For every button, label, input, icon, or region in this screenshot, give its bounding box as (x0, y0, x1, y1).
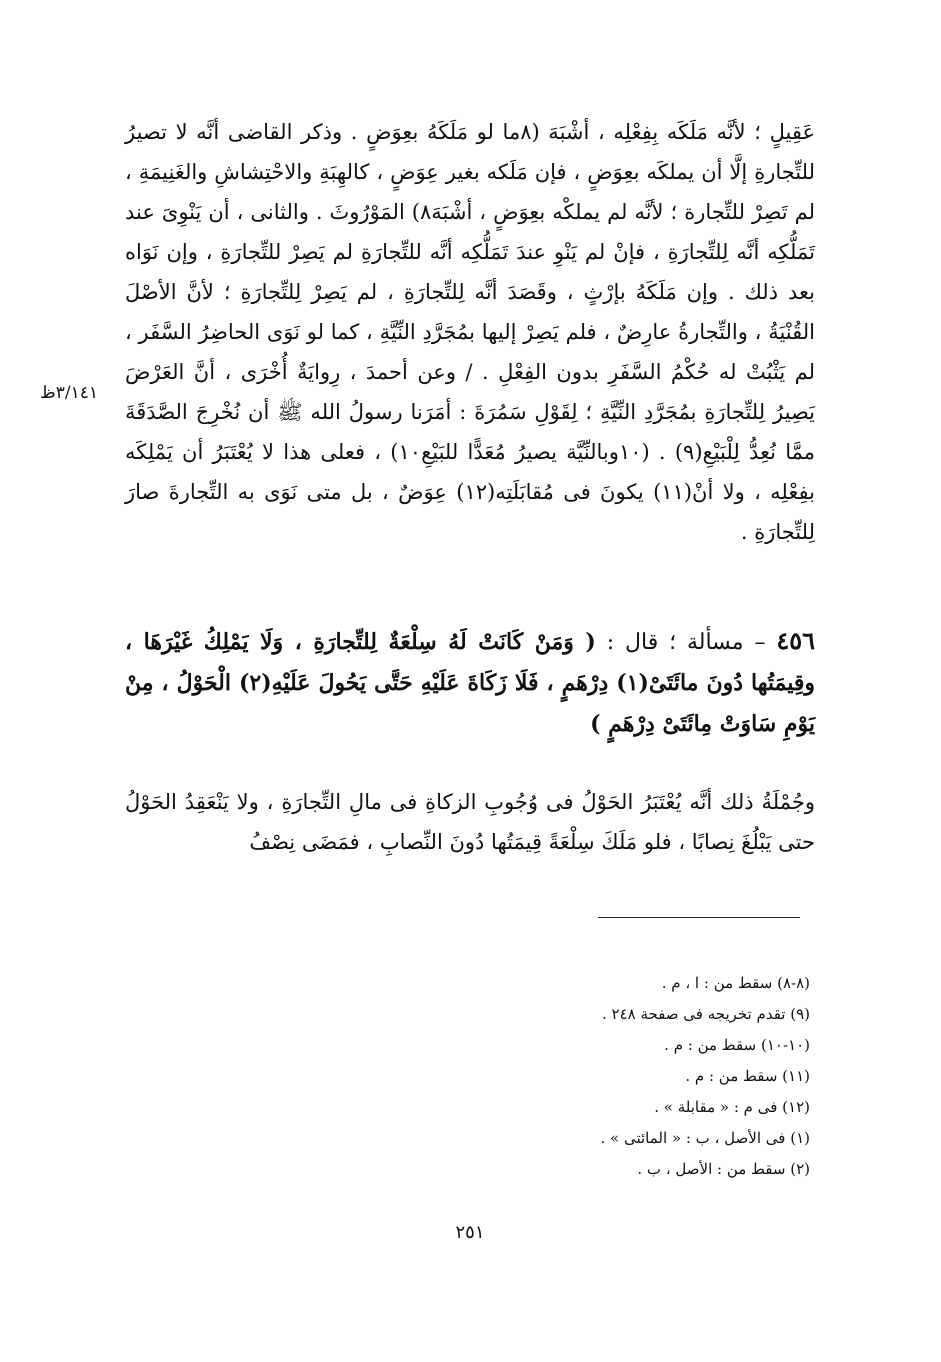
masalah-text: ( وَمَنْ كَانَتْ لَهُ سِلْعَةٌ لِلتِّجارَةِ ، وَلَا يَمْلِكُ غَيْرَهَا ، وقِيمَتُها دُونَ مائَتَىْ(١) دِرْهَمٍ ، فَلَا زَكَاةَ عَلَيْهِ حَتَّى يَحُولَ عَلَيْهِ(٢) الْحَوْلُ ، مِنْ يَوْمِ سَاوَتْ مِائَتَىْ دِرْهَمٍ ) (125, 629, 816, 737)
footnote-item: (٢) سقط من : الأصل ، ب . (637, 1160, 810, 1178)
footnote-item: (١٢) فى م : « مقابلة » . (654, 1098, 810, 1116)
main-paragraph: عَقِيلٍ ؛ لأنَّه مَلَكَه بِفِعْلِه ، أشْبَهَ (٨ما لو مَلَكَهُ بعِوَضٍ . وذكر القاضى أنَّه لا تصيرُ للتِّجارةِ إلَّا أن يملكَه بعِوَضٍ ، فإن مَلَكه بغير عِوَضٍ ، كالهِبَةِ والاحْتِشاشِ والغَنِيمَةِ ، لم تَصِرْ للتِّجارة ؛ لأنَّه لم يملكْه بعِوَضٍ ، أشْبَهَ٨) المَوْرُوثَ . والثانى ، أن يَنْوِىَ عند تَمَلُّكِه أنَّه لِلتِّجارَةِ ، فإنْ لم يَنْوِ عندَ تَمَلُّكِه أنَّه للتِّجارَةِ لم يَصِرْ للتِّجارَةِ ، وإن نَوَاه بعد ذلك . وإن مَلَكَهُ بإرْثٍ ، وقَصَدَ أنَّه لِلتِّجارَةِ ، لم يَصِرْ لِلتِّجارَةِ ؛ لأنَّ الأصْلَ القُنْيَةُ ، والتِّجارةُ عارِضٌ ، فلم يَصِرْ إليها بمُجَرَّدِ النِّيَّةِ ، كما لو نَوَى الحاضِرُ السَّفَر ، لم يَثْبُتْ له حُكْمُ السَّفَرِ بدون الفِعْلِ . / وعن أحمدَ ، رِوايَةٌ أُخْرَى ، أنَّ العَرْضَ يَصِيرُ لِلتِّجارَةِ بمُجَرَّدِ النِّيَّةِ ؛ لِقَوْلِ سَمُرَةَ : أمَرَنا رسولُ الله ﷺ أن نُخْرِجَ الصَّدَقَةَ ممَّا نُعِدُّ لِلْبَيْعِ(٩) . (١٠وبالنِّيَّة يصيرُ مُعَدًّا للبَيْعِ١٠) ، فعلى هذا لا يُعْتَبَرُ أن يَمْلِكَه بفِعْلِه ، ولا أنْ(١١) يكونَ فى مُقابَلَتِه(١٢) عِوَضٌ ، بل متى نَوَى به التِّجارةَ صارَ لِلتِّجارَةِ . (125, 120, 815, 544)
masalah-block (125, 620, 815, 745)
footnotes-list (430, 968, 810, 1185)
footnote-item: (٨-٨) سقط من : ا ، م . (661, 974, 810, 992)
footnote-item: (١٠-١٠) سقط من : م . (664, 1036, 810, 1054)
footnote-item: (٩) تقدم تخريجه فى صفحة ٢٤٨ . (601, 1005, 810, 1023)
main-text-block (125, 112, 815, 552)
page-number: ٢٥١ (455, 1222, 485, 1243)
commentary-paragraph: وجُمْلَةُ ذلك أنَّه يُعْتَبَرُ الحَوْلُ فى وُجُوبِ الزكاةِ فى مالِ التِّجارَةِ ، ولا يَنْعَقِدُ الحَوْلُ حتى يَبْلُغَ نِصابًا ، فلو مَلَكَ سِلْعَةً قِيمَتُها دُونَ النِّصابِ ، فمَضَى نِصْفُ (125, 790, 815, 854)
manuscript-folio-reference: ٣/١٤١ظ (40, 383, 98, 403)
footnote-separator (598, 917, 800, 918)
masalah-intro: – مسألة ؛ قال : (606, 630, 766, 655)
footnote-item: (١١) سقط من : م . (685, 1067, 810, 1085)
footnote-item: (١) فى الأصل ، ب : « المائتى » . (600, 1129, 810, 1147)
masalah-number: ٤٥٦ (776, 626, 816, 655)
